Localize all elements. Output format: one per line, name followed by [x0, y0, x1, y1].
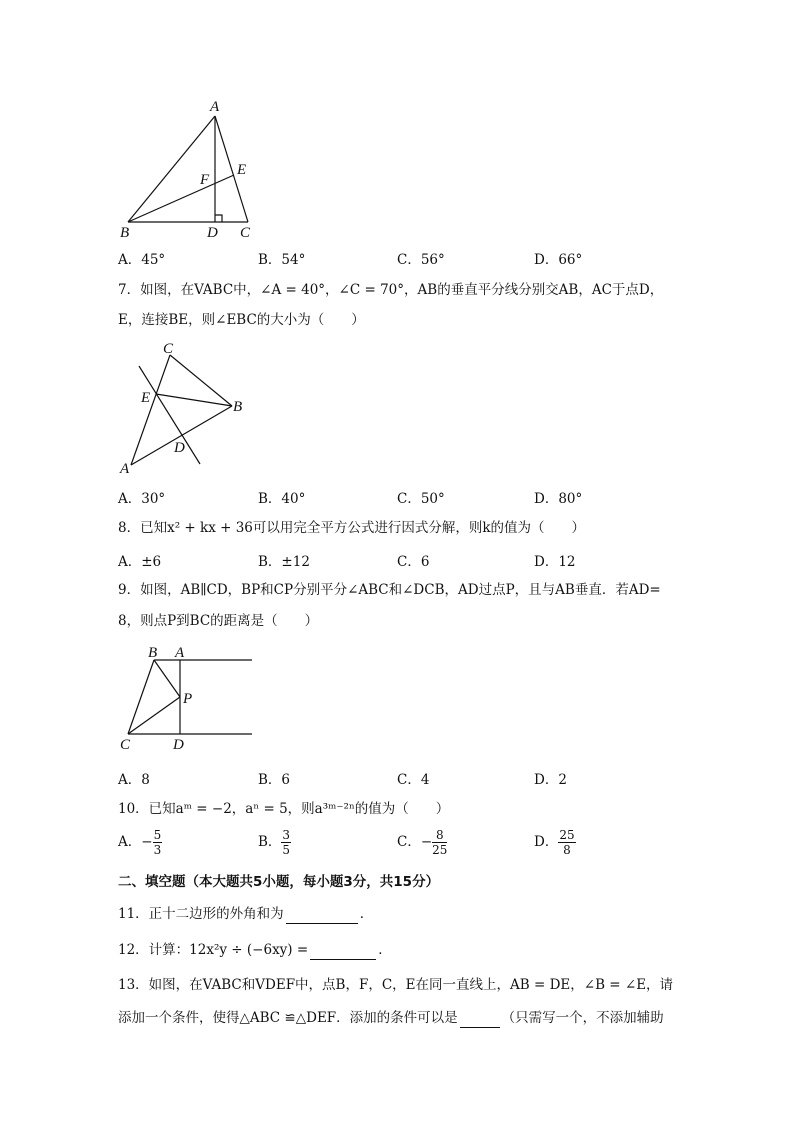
q11-prompt: 11．正十二边形的外角和为	[118, 906, 284, 922]
q8-option-d[interactable]: D．12	[534, 554, 576, 570]
q13-text-line2	[118, 1007, 664, 1028]
label-c: C	[120, 737, 131, 753]
q9-option-a[interactable]: A．8	[118, 772, 150, 788]
denominator: 25	[432, 843, 448, 857]
q11-text	[118, 903, 373, 924]
q13-prompt: 添加一个条件，使得△ABC ≌△DEF．添加的条件可以是	[118, 1010, 458, 1026]
numerator: 3	[282, 828, 291, 842]
q11-end: ．	[359, 906, 374, 922]
label-d: D	[173, 737, 184, 753]
q9-text-line1: 9．如图，AB∥CD，BP和CP分别平分∠ABC和∠DCB，AD过点P，且与AB垂直．若AD=	[118, 582, 661, 598]
label-b: B	[120, 225, 130, 241]
q10-option-d[interactable]	[534, 828, 576, 857]
q13-answer-blank[interactable]	[460, 1007, 500, 1028]
q6-option-a[interactable]: A．45°	[118, 252, 166, 268]
q8-options	[118, 550, 718, 572]
label-c: C	[240, 225, 251, 241]
q6-option-d[interactable]: D．66°	[534, 252, 583, 268]
q12-end: ．	[378, 942, 392, 958]
q6-option-c[interactable]: C．56°	[397, 252, 445, 268]
q9-option-d[interactable]: D．2	[534, 772, 567, 788]
segment-eb	[156, 394, 232, 406]
q6-option-b[interactable]: B．54°	[258, 252, 306, 268]
label-c: C	[163, 341, 174, 357]
segment-cp	[128, 697, 180, 734]
label-d: D	[174, 440, 185, 456]
q10-options	[118, 828, 718, 862]
label-e: E	[237, 162, 247, 178]
q7-option-c[interactable]: C．50°	[397, 491, 445, 507]
q10-text: 10．已知aᵐ = −2，aⁿ = 5，则a³ᵐ⁻²ⁿ的值为（ ）	[118, 801, 450, 817]
q7-text-line1: 7．如图，在VABC中，∠A = 40°，∠C = 70°，AB的垂直平分线分别交AB，AC于点D，	[118, 282, 664, 298]
q13-prompt-tail: （只需写一个，不添加辅助	[501, 1010, 664, 1026]
label-b: B	[148, 645, 158, 661]
q8-option-b[interactable]: B．±12	[258, 554, 310, 570]
q8-text: 8．已知x² + kx + 36可以用完全平方公式进行因式分解，则k的值为（ ）	[118, 520, 586, 536]
denominator: 8	[563, 843, 571, 857]
q7-text-line2: E，连接BE，则∠EBC的大小为（ ）	[118, 312, 365, 328]
right-angle-mark	[215, 215, 222, 222]
segment-bp	[154, 660, 180, 697]
q11-answer-blank[interactable]	[286, 903, 358, 924]
q12-answer-blank[interactable]	[310, 939, 376, 960]
label-a: A	[210, 99, 220, 115]
denominator: 3	[153, 843, 162, 857]
q8-option-c[interactable]: C．6	[397, 554, 430, 570]
numerator: 8	[432, 828, 447, 843]
label-d: D	[207, 225, 218, 241]
q9-options	[118, 768, 718, 790]
q10-option-b-fraction	[281, 828, 291, 857]
q10-option-b-prefix: B．	[258, 834, 282, 850]
q7-options	[118, 487, 718, 509]
q7-option-a[interactable]: A．30°	[118, 491, 166, 507]
q13-text-line1: 13．如图，在VABC和VDEF中，点B，F，C，E在同一直线上，AB = DE，∠B = ∠E，请	[118, 977, 674, 993]
denominator: 5	[282, 843, 291, 857]
side-ac	[131, 355, 170, 465]
q10-option-c-fraction	[432, 828, 447, 857]
q9-text-line2: 8，则点P到BC的距离是（ ）	[118, 613, 319, 629]
q12-prompt: 12．计算：12x²y ÷ (−6xy) =	[118, 942, 309, 958]
perpendicular-bisector-figure	[112, 338, 262, 480]
q9-option-c[interactable]: C．4	[397, 772, 430, 788]
label-f: F	[200, 172, 210, 188]
side-cb	[170, 355, 232, 406]
q10-option-d-fraction	[558, 828, 575, 857]
q8-option-a[interactable]: A．±6	[118, 554, 162, 570]
side-ab	[131, 406, 232, 465]
numerator: 25	[559, 828, 575, 842]
label-e: E	[141, 390, 151, 406]
numerator: 5	[153, 828, 162, 842]
q10-option-c[interactable]	[397, 828, 447, 857]
q10-option-c-prefix: C．−	[397, 834, 433, 850]
section-2-title: 二、填空题（本大题共5小题，每小题3分，共15分）	[118, 874, 440, 890]
side-ab	[128, 116, 215, 222]
q10-option-a[interactable]	[118, 828, 162, 857]
q7-option-b[interactable]: B．40°	[258, 491, 306, 507]
label-a: A	[175, 645, 185, 661]
q10-option-a-fraction	[153, 828, 163, 857]
segment-bc	[128, 660, 154, 734]
triangle-abc-figure	[112, 96, 272, 246]
q10-option-a-prefix: A．−	[118, 834, 153, 850]
parallel-lines-figure	[112, 640, 262, 754]
q10-option-d-prefix: D．	[534, 834, 559, 850]
label-b: B	[233, 399, 243, 415]
q6-options	[118, 248, 718, 270]
q9-option-b[interactable]: B．6	[258, 772, 291, 788]
q12-text	[118, 939, 392, 960]
q7-option-d[interactable]: D．80°	[534, 491, 583, 507]
q10-option-b[interactable]	[258, 828, 291, 857]
label-a: A	[120, 461, 130, 477]
label-p: P	[183, 691, 193, 707]
